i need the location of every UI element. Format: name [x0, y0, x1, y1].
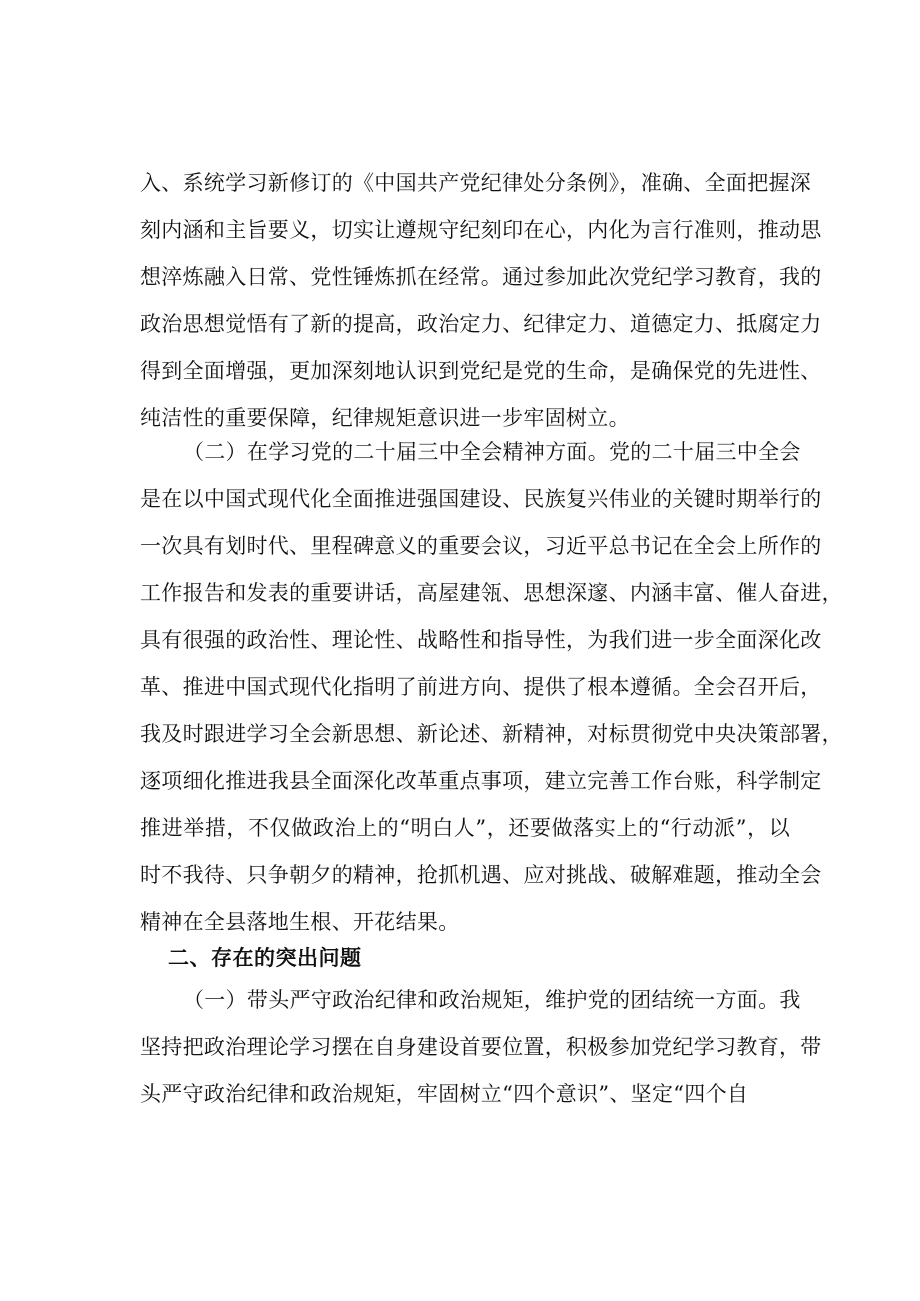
paragraph-line: 想淬炼融入日常、党性锤炼抓在经常。通过参加此次党纪学习教育，我的 — [140, 265, 822, 289]
paragraph-line: 精神在全县落地生根、开花结果。 — [140, 910, 460, 934]
paragraph-line: 得到全面增强，更加深刻地认识到党纪是党的生命，是确保党的先进性、 — [140, 359, 822, 383]
paragraph-line: 工作报告和发表的重要讲话，高屋建瓴、思想深邃、内涵丰富、催人奋进， — [140, 581, 843, 605]
paragraph-line: 刻内涵和主旨要义，切实让遵规守纪刻印在心，内化为言行准则，推动思 — [140, 218, 822, 242]
paragraph-line: 时不我待、只争朝夕的精神，抢抓机遇、应对挑战、破解难题，推动全会 — [140, 863, 822, 887]
paragraph-line: （二）在学习党的二十届三中全会精神方面。党的二十届三中全会 — [183, 440, 801, 464]
paragraph-line: 政治思想觉悟有了新的提高，政治定力、纪律定力、道德定力、抵腐定力 — [140, 312, 822, 336]
paragraph-line: 一次具有划时代、里程碑意义的重要会议，习近平总书记在全会上所作的 — [140, 534, 822, 558]
paragraph-line: 逐项细化推进我县全面深化改革重点事项，建立完善工作台账，科学制定 — [140, 769, 822, 793]
paragraph-line: 头严守政治纪律和政治规矩，牢固树立“四个意识”、坚定“四个自 — [140, 1082, 749, 1106]
section-heading: 二、存在的突出问题 — [168, 946, 362, 970]
paragraph-line: 推进举措，不仅做政治上的“明白人”，还要做落实上的“行动派”，以 — [140, 816, 790, 840]
paragraph-line: 革、推进中国式现代化指明了前进方向、提供了根本遵循。全会召开后， — [140, 675, 822, 699]
paragraph-line: （一）带头严守政治纪律和政治规矩，维护党的团结统一方面。我 — [183, 988, 801, 1012]
paragraph-line: 是在以中国式现代化全面推进强国建设、民族复兴伟业的关键时期举行的 — [140, 487, 822, 511]
paragraph-line: 入、系统学习新修订的《中国共产党纪律处分条例》，准确、全面把握深 — [140, 171, 812, 195]
paragraph-line: 纯洁性的重要保障，纪律规矩意识进一步牢固树立。 — [140, 406, 630, 430]
paragraph-line: 我及时跟进学习全会新思想、新论述、新精神，对标贯彻党中央决策部署， — [140, 722, 843, 746]
paragraph-line: 具有很强的政治性、理论性、战略性和指导性，为我们进一步全面深化改 — [140, 628, 822, 652]
paragraph-line: 坚持把政治理论学习摆在自身建设首要位置，积极参加党纪学习教育，带 — [140, 1035, 822, 1059]
